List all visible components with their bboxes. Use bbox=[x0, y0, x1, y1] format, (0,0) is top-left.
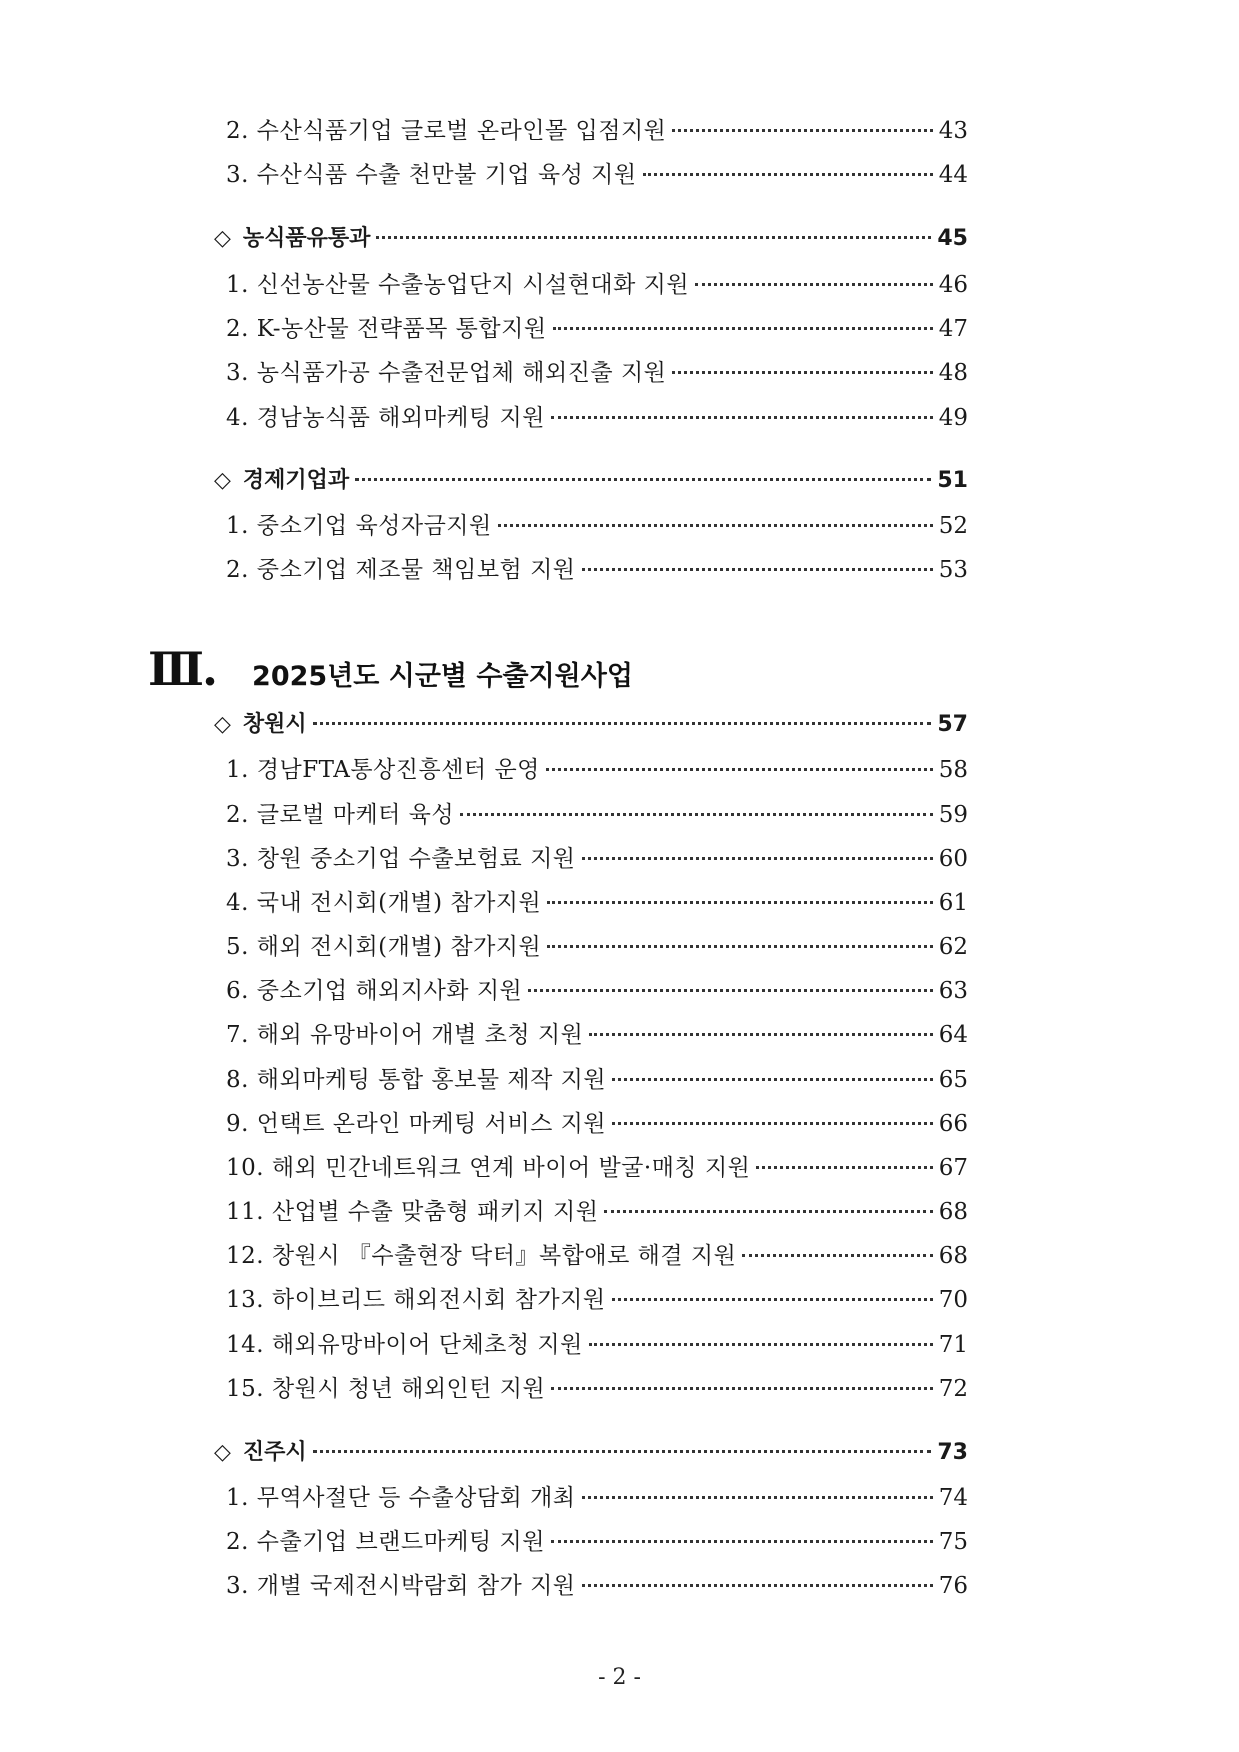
toc-entry[interactable] bbox=[226, 310, 968, 343]
dot-leader bbox=[582, 1584, 933, 1587]
dot-leader bbox=[551, 1387, 932, 1390]
toc-page-number: 47 bbox=[938, 316, 968, 342]
toc-entry-label: 1. 신선농산물 수출농업단지 시설현대화 지원 bbox=[226, 272, 690, 298]
toc-page-number: 71 bbox=[938, 1332, 968, 1358]
toc-entry-label: 3. 창원 중소기업 수출보험료 지원 bbox=[226, 846, 576, 872]
toc-entry[interactable] bbox=[226, 266, 968, 299]
toc-entry[interactable] bbox=[226, 112, 968, 145]
toc-entry-label: 5. 해외 전시회(개별) 참가지원 bbox=[226, 934, 542, 960]
toc-page-number: 52 bbox=[938, 513, 968, 539]
toc-entry[interactable] bbox=[226, 1479, 968, 1512]
toc-entry-label: 2. 수출기업 브랜드마케팅 지원 bbox=[226, 1529, 545, 1555]
toc-entry[interactable] bbox=[226, 1370, 968, 1403]
toc-page-number: 72 bbox=[938, 1376, 968, 1402]
dot-leader bbox=[547, 901, 932, 904]
toc-entry-label: 7. 해외 유망바이어 개별 초청 지원 bbox=[226, 1022, 584, 1048]
toc-entry-label: 3. 수산식품 수출 천만불 기업 육성 지원 bbox=[226, 162, 637, 188]
toc-entry[interactable] bbox=[226, 928, 968, 961]
toc-entry-label: 15. 창원시 청년 해외인턴 지원 bbox=[226, 1376, 546, 1402]
dot-leader bbox=[547, 945, 932, 948]
toc-entry-label: 10. 해외 민간네트워크 연계 바이어 발굴·매칭 지원 bbox=[226, 1155, 751, 1181]
toc-entry-label: 9. 언택트 온라인 마케팅 서비스 지원 bbox=[226, 1111, 607, 1137]
dot-leader bbox=[672, 129, 932, 132]
dot-leader bbox=[589, 1343, 933, 1346]
dot-leader bbox=[742, 1254, 932, 1257]
dot-leader bbox=[376, 236, 931, 239]
toc-entry[interactable] bbox=[226, 156, 968, 189]
toc-entry-label: 창원시 bbox=[242, 712, 307, 737]
toc-entry[interactable] bbox=[226, 884, 968, 917]
toc-page-number: 51 bbox=[937, 468, 968, 493]
diamond-icon: ◇ bbox=[214, 712, 231, 737]
toc-page-number: 58 bbox=[938, 757, 968, 783]
toc-page-number: 48 bbox=[938, 360, 968, 386]
toc-entry-label: 2. 수산식품기업 글로벌 온라인몰 입점지원 bbox=[226, 118, 667, 144]
toc-entry-label: 경제기업과 bbox=[242, 468, 350, 493]
toc-entry-label: 4. 경남농식품 해외마케팅 지원 bbox=[226, 405, 545, 431]
toc-entry[interactable] bbox=[226, 1281, 968, 1314]
toc-entry[interactable] bbox=[226, 840, 968, 873]
toc-page-number: 62 bbox=[938, 934, 968, 960]
toc-entry-label: 13. 하이브리드 해외전시회 참가지원 bbox=[226, 1287, 606, 1313]
dot-leader bbox=[612, 1122, 933, 1125]
toc-entry-label: 2. 글로벌 마케터 육성 bbox=[226, 802, 455, 828]
toc-section-header[interactable] bbox=[214, 463, 968, 494]
toc-entry[interactable] bbox=[226, 1193, 968, 1226]
dot-leader bbox=[582, 857, 933, 860]
dot-leader bbox=[756, 1166, 932, 1169]
toc-entry-label: 3. 농식품가공 수출전문업체 해외진출 지원 bbox=[226, 360, 667, 386]
toc-entry-label: 2. K-농산물 전략품목 통합지원 bbox=[226, 316, 547, 342]
dot-leader bbox=[528, 989, 932, 992]
dot-leader bbox=[460, 813, 933, 816]
chapter-heading bbox=[148, 642, 633, 696]
toc-section-header[interactable] bbox=[214, 221, 968, 252]
toc-page-number: 73 bbox=[937, 1440, 968, 1465]
toc-page-number: 75 bbox=[938, 1529, 968, 1555]
toc-entry[interactable] bbox=[226, 1523, 968, 1556]
toc-page-number: 57 bbox=[937, 712, 968, 737]
dot-leader bbox=[553, 327, 933, 330]
toc-entry-label: 2. 중소기업 제조물 책임보험 지원 bbox=[226, 557, 576, 583]
toc-entry-label: 12. 창원시 『수출현장 닥터』복합애로 해결 지원 bbox=[226, 1243, 737, 1269]
toc-page-number: 59 bbox=[938, 802, 968, 828]
diamond-icon: ◇ bbox=[214, 468, 231, 493]
toc-entry[interactable] bbox=[226, 399, 968, 432]
toc-page-number: 46 bbox=[938, 272, 968, 298]
toc-page-number: 44 bbox=[938, 162, 968, 188]
toc-entry[interactable] bbox=[226, 751, 968, 784]
toc-entry[interactable] bbox=[226, 551, 968, 584]
toc-entry-label: 1. 무역사절단 등 수출상담회 개최 bbox=[226, 1485, 576, 1511]
toc-entry-label: 1. 중소기업 육성자금지원 bbox=[226, 513, 492, 539]
dot-leader bbox=[582, 568, 933, 571]
toc-entry[interactable] bbox=[226, 1326, 968, 1359]
toc-page-number: 64 bbox=[938, 1022, 968, 1048]
toc-page-number: 45 bbox=[937, 226, 968, 251]
diamond-icon: ◇ bbox=[214, 1440, 231, 1465]
toc-page-number: 43 bbox=[938, 118, 968, 144]
toc-entry-label: 6. 중소기업 해외지사화 지원 bbox=[226, 978, 523, 1004]
dot-leader bbox=[643, 173, 933, 176]
chapter-numeral: Ⅲ. bbox=[148, 642, 217, 696]
toc-entry[interactable] bbox=[226, 1149, 968, 1182]
toc-page-number: 65 bbox=[938, 1067, 968, 1093]
diamond-icon: ◇ bbox=[214, 226, 231, 251]
toc-page-number: 60 bbox=[938, 846, 968, 872]
toc-page-number: 53 bbox=[938, 557, 968, 583]
toc-entry[interactable] bbox=[226, 1105, 968, 1138]
dot-leader bbox=[695, 283, 933, 286]
chapter-title: 2025년도 시군별 수출지원사업 bbox=[252, 661, 633, 692]
dot-leader bbox=[672, 371, 932, 374]
toc-entry[interactable] bbox=[226, 796, 968, 829]
toc-entry-label: 진주시 bbox=[242, 1440, 307, 1465]
toc-page-number: 63 bbox=[938, 978, 968, 1004]
toc-entry-label: 1. 경남FTA통상진흥센터 운영 bbox=[226, 757, 540, 783]
dot-leader bbox=[612, 1298, 933, 1301]
toc-page-number: 68 bbox=[938, 1199, 968, 1225]
toc-page-number: 66 bbox=[938, 1111, 968, 1137]
dot-leader bbox=[355, 478, 931, 481]
toc-entry-label: 14. 해외유망바이어 단체초청 지원 bbox=[226, 1332, 583, 1358]
toc-section-header[interactable] bbox=[214, 707, 968, 738]
toc-entry-label: 8. 해외마케팅 통합 홍보물 제작 지원 bbox=[226, 1067, 607, 1093]
toc-entry[interactable] bbox=[226, 972, 968, 1005]
dot-leader bbox=[604, 1210, 932, 1213]
toc-entry[interactable] bbox=[226, 507, 968, 540]
toc-page-number: 49 bbox=[938, 405, 968, 431]
toc-section-header[interactable] bbox=[214, 1435, 968, 1466]
toc-entry-label: 11. 산업별 수출 맞춤형 패키지 지원 bbox=[226, 1199, 599, 1225]
dot-leader bbox=[498, 524, 933, 527]
toc-entry-label: 3. 개별 국제전시박람회 참가 지원 bbox=[226, 1573, 576, 1599]
toc-page-number: 68 bbox=[938, 1243, 968, 1269]
toc-entry-label: 4. 국내 전시회(개별) 참가지원 bbox=[226, 890, 542, 916]
dot-leader bbox=[582, 1496, 933, 1499]
page-number-footer: - 2 - bbox=[598, 1665, 641, 1690]
dot-leader bbox=[313, 722, 932, 725]
toc-entry-label: 농식품유통과 bbox=[242, 226, 371, 251]
dot-leader bbox=[313, 1450, 932, 1453]
dot-leader bbox=[551, 1540, 933, 1543]
dot-leader bbox=[612, 1078, 933, 1081]
toc-page-number: 70 bbox=[938, 1287, 968, 1313]
toc-entry[interactable] bbox=[226, 1016, 968, 1049]
dot-leader bbox=[551, 416, 933, 419]
toc-entry[interactable] bbox=[226, 1567, 968, 1600]
dot-leader bbox=[589, 1033, 932, 1036]
toc-page-number: 74 bbox=[938, 1485, 968, 1511]
dot-leader bbox=[546, 768, 933, 771]
toc-entry[interactable] bbox=[226, 1061, 968, 1094]
toc-page-number: 67 bbox=[938, 1155, 968, 1181]
toc-page-number: 61 bbox=[938, 890, 968, 916]
toc-entry[interactable] bbox=[226, 1237, 968, 1270]
toc-entry[interactable] bbox=[226, 354, 968, 387]
toc-page-number: 76 bbox=[938, 1573, 968, 1599]
